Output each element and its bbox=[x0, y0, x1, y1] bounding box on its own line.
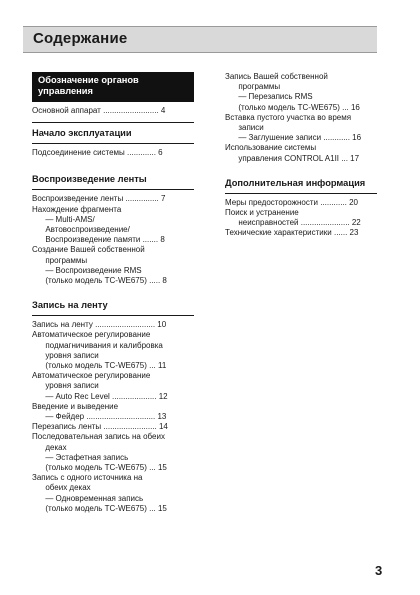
section-entries bbox=[32, 144, 194, 158]
page-title: Содержание bbox=[33, 30, 128, 47]
toc-entry[interactable]: Перезапись ленты ........................ 14 bbox=[32, 422, 168, 432]
section-title-playback: Воспроизведение ленты bbox=[32, 174, 194, 190]
toc-section-playback bbox=[32, 174, 194, 286]
toc-entry[interactable]: Вставка пустого участка во время записи — Заглушение записи ............ 16 bbox=[225, 112, 362, 143]
toc-entry[interactable]: Последовательная запись на обеих деках — Эстафетная запись (только модель TC-WE675) ... 15 bbox=[32, 432, 167, 473]
toc-section-recording bbox=[32, 300, 194, 514]
section-title-recording: Запись на ленту bbox=[32, 300, 194, 316]
section-title-additional-info: Дополнительная информация bbox=[225, 178, 377, 194]
toc-entry[interactable]: Нахождение фрагмента — Multi-AMS/ Автовоспроизведение/ Воспроизведение памяти ....... 8 bbox=[32, 204, 165, 245]
section-entries bbox=[32, 190, 194, 286]
section-title-controls: Обозначение органов управления bbox=[32, 72, 194, 102]
section-entries bbox=[225, 194, 377, 239]
toc-section-getting-started bbox=[32, 128, 194, 158]
page-title-bar bbox=[23, 26, 377, 53]
toc-section-additional-info bbox=[225, 178, 377, 239]
toc-entry[interactable]: Подсоединение системы ............. 6 bbox=[32, 148, 163, 158]
toc-right-column bbox=[225, 72, 377, 239]
continued-entries bbox=[225, 72, 377, 164]
toc-entry[interactable]: Создание Вашей собственной программы — Воспроизведение RMS (только модель TC-WE675) ..... 8 bbox=[32, 245, 167, 286]
toc-section-controls bbox=[32, 72, 194, 116]
toc-entry[interactable]: Введение и выведение — Фейдер ............................... 13 bbox=[32, 401, 167, 422]
toc-entry[interactable]: Меры предосторожности ............ 20 bbox=[225, 197, 358, 207]
toc-entry[interactable]: Технические характеристики ...... 23 bbox=[225, 228, 359, 238]
section-entries bbox=[32, 316, 194, 514]
toc-entry[interactable]: Запись Вашей собственной программы — Перезапись RMS (только модель TC-WE675) ... 16 bbox=[225, 72, 360, 112]
toc-entry[interactable]: Автоматическое регулирование подмагничивания и калибровка уровня записи (только модель TC-WE675) ... 11 bbox=[32, 330, 167, 371]
toc-left-column bbox=[32, 72, 194, 514]
section-entries bbox=[32, 102, 194, 116]
toc-entry[interactable]: Основной аппарат ......................... 4 bbox=[32, 106, 166, 115]
toc-entry[interactable]: Использование системы управления CONTROL A1II ... 17 bbox=[225, 143, 360, 163]
toc-entry[interactable]: Автоматическое регулирование уровня записи — Auto Rec Level .................... 12 bbox=[32, 371, 168, 401]
section-title-getting-started: Начало эксплуатации bbox=[32, 128, 194, 144]
toc-entry[interactable]: Запись на ленту ........................... 10 bbox=[32, 320, 167, 330]
page-number: 3 bbox=[375, 563, 383, 578]
toc-entry[interactable]: Поиск и устранение неисправностей ...................... 22 bbox=[225, 208, 361, 228]
toc-entry[interactable]: Запись с одного источника на обеих деках — Одновременная запись (только модель TC-WE675) ... 15 bbox=[32, 473, 167, 513]
toc-entry[interactable]: Воспроизведение ленты ............... 7 bbox=[32, 194, 166, 204]
